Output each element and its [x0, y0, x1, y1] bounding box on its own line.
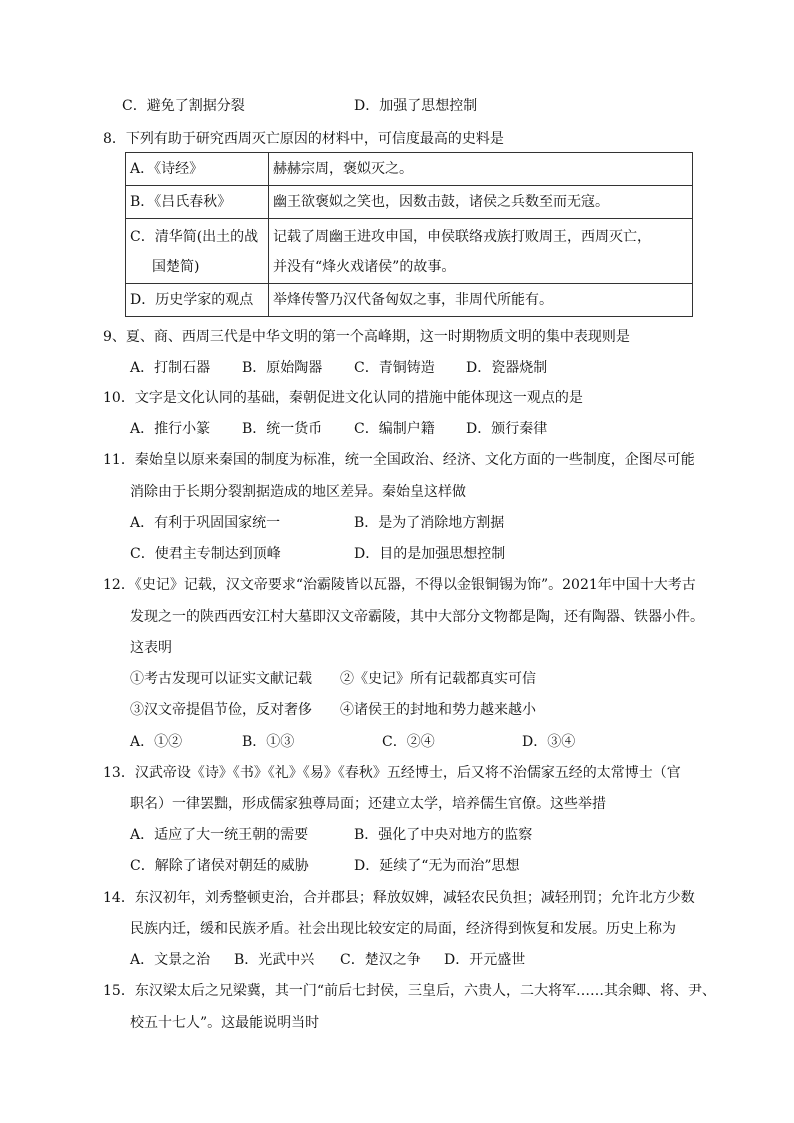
q11-stem-line-1: 11．秦始皇以原来秦国的制度为标准，统一全国政治、经济、文化方面的一些制度，企图尽可能 [103, 452, 695, 468]
q9-option-c: C．青铜铸造 [354, 360, 435, 376]
table-row [126, 219, 693, 284]
q13-stem-line-1: 13．汉武帝设《诗》《书》《礼》《易》《春秋》五经博士，后又将不治儒家五经的太常博士（官 [103, 765, 681, 781]
q11-option-b: B．是为了消除地方割据 [354, 515, 505, 531]
q12-stem-line-1: 12．《史记》记载，汉文帝要求“治霸陵皆以瓦器，不得以金银铜锡为饰”。2021年中国十大考古 [103, 577, 696, 593]
q12-option-b: B．①③ [242, 734, 295, 750]
q13-option-c: C．解除了诸侯对朝廷的威胁 [130, 858, 309, 874]
q13-option-d: D．延续了“无为而治”思想 [354, 858, 520, 874]
q12-stem-line-2: 发现之一的陕西西安江村大墓即汉文帝霸陵，其中大部分文物都是陶，还有陶器、铁器小件。 [130, 609, 704, 625]
q14-option-d: D．开元盛世 [444, 952, 526, 968]
q14-option-b: B．光武中兴 [234, 952, 315, 968]
source-label: B．《吕氏春秋》 [126, 186, 269, 219]
q10-option-b: B．统一货币 [242, 421, 323, 437]
q9-option-d: D．瓷器烧制 [466, 360, 548, 376]
source-text: 举烽传警乃汉代备匈奴之事，非周代所能有。 [269, 284, 693, 317]
q12-option-a: A．①② [130, 734, 183, 750]
table-row [126, 284, 693, 317]
q10-option-c: C．编制户籍 [354, 421, 435, 437]
source-label [126, 219, 269, 284]
q12-option-c: C．②④ [382, 734, 435, 750]
q7-option-c: C．避免了割据分裂 [122, 98, 245, 114]
q14-option-a: A．文景之治 [130, 952, 211, 968]
q12-statement-1: ①考古发现可以证实文献记载 [130, 671, 312, 687]
q8-stem: 8．下列有助于研究西周灭亡原因的材料中，可信度最高的史料是 [103, 131, 504, 147]
source-text-line-1: 记载了周幽王进攻申国，申侯联络戎族打败周王，西周灭亡， [273, 229, 651, 245]
q12-option-d: D．③④ [522, 734, 576, 750]
q12-stem-line-3: 这表明 [130, 640, 172, 656]
source-text [269, 219, 693, 284]
source-label: A．《诗经》 [126, 153, 269, 186]
q15-stem-line-2: 校五十七人”。这最能说明当时 [130, 1015, 320, 1031]
source-text: 赫赫宗周，褒姒灭之。 [269, 153, 693, 186]
q10-option-a: A．推行小篆 [130, 421, 211, 437]
q12-statement-2: ②《史记》所有记载都真实可信 [340, 671, 536, 687]
q11-stem-line-2: 消除由于长期分裂割据造成的地区差异。秦始皇这样做 [130, 484, 466, 500]
source-text-line-2: 并没有“烽火戏诸侯”的故事。 [273, 259, 456, 275]
q12-statement-4: ④诸侯王的封地和势力越来越小 [340, 702, 536, 718]
q14-stem-line-2: 民族内迁，缓和民族矛盾。社会出现比较安定的局面，经济得到恢复和发展。历史上称为 [130, 921, 676, 937]
q14-stem-line-1: 14．东汉初年，刘秀整顿吏治，合并郡县；释放奴婢，减轻农民负担；减轻刑罚；允许北方少数 [103, 890, 695, 906]
q8-source-table [125, 152, 693, 317]
q15-stem-line-1: 15．东汉梁太后之兄梁冀，其一门“前后七封侯，三皇后，六贵人，二大将军……其余卿、将、尹、 [103, 983, 716, 999]
source-label: D．历史学家的观点 [126, 284, 269, 317]
q9-stem: 9、夏、商、西周三代是中华文明的第一个高峰期，这一时期物质文明的集中表现则是 [103, 329, 630, 345]
q14-option-c: C．楚汉之争 [340, 952, 421, 968]
q12-statement-3: ③汉文帝提倡节俭，反对奢侈 [130, 702, 312, 718]
q11-option-a: A．有利于巩固国家统一 [130, 515, 281, 531]
source-text: 幽王欲褒姒之笑也，因数击鼓，诸侯之兵数至而无寇。 [269, 186, 693, 219]
table-row [126, 153, 693, 186]
table-row [126, 186, 693, 219]
q7-option-d: D．加强了思想控制 [354, 98, 478, 114]
source-label-line-2: 国楚简) [152, 259, 200, 275]
q13-option-b: B．强化了中央对地方的监察 [354, 827, 533, 843]
source-label-line-1: C．清华简(出土的战 [130, 229, 259, 245]
q13-option-a: A．适应了大一统王朝的需要 [130, 827, 309, 843]
q9-option-a: A．打制石器 [130, 360, 211, 376]
q13-stem-line-2: 职名）一律罢黜，形成儒家独尊局面；还建立太学，培养儒生官僚。这些举措 [130, 796, 606, 812]
q11-option-d: D．目的是加强思想控制 [354, 546, 506, 562]
q11-option-c: C．使君主专制达到顶峰 [130, 546, 281, 562]
q9-option-b: B．原始陶器 [242, 360, 323, 376]
q10-stem: 10．文字是文化认同的基础，秦朝促进文化认同的措施中能体现这一观点的是 [103, 390, 583, 406]
q10-option-d: D．颁行秦律 [466, 421, 548, 437]
